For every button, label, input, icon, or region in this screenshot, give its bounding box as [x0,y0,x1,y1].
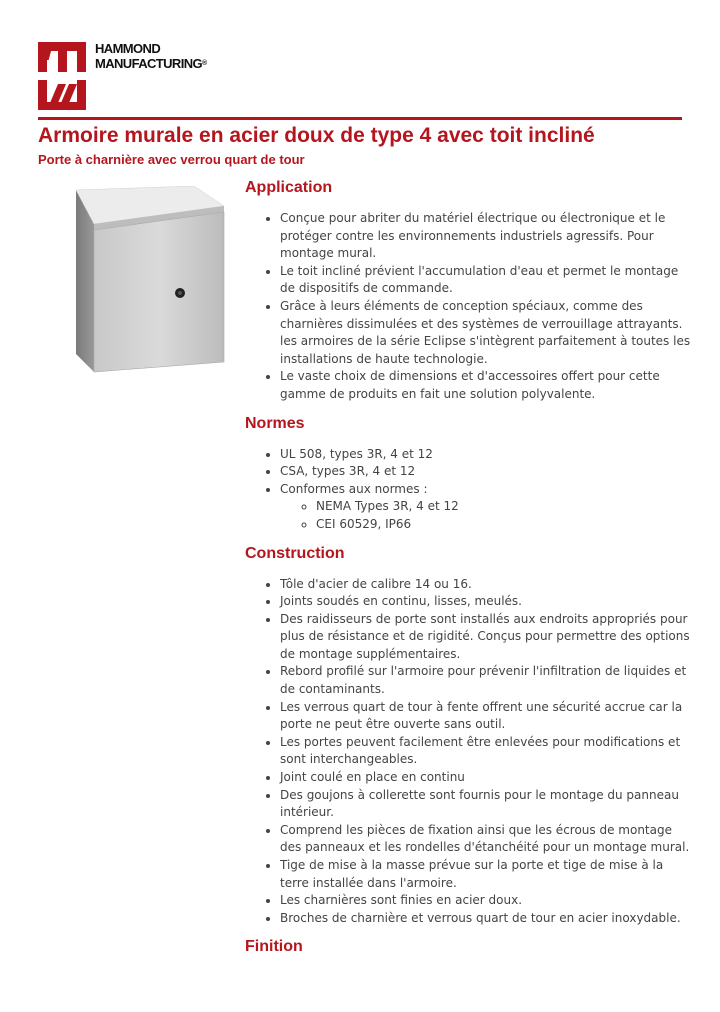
section-construction [245,544,695,928]
list-item: • Les portes peuvent facilement être enlevées pour modifications et sont interchangeables. [280,734,695,769]
heading-finition: Finition [245,938,303,956]
heading-application: Application [245,179,333,196]
main-content [245,178,695,969]
construction-list [245,576,695,928]
section-finition [245,937,695,957]
page-title: Armoire murale en acier doux de type 4 avec toit incliné [38,124,595,147]
hammond-logo-mark [38,40,88,112]
list-item: • CSA, types 3R, 4 et 12 [280,463,695,481]
brand-line-2: MANUFACTURING [95,56,203,71]
list-item: • Des goujons à collerette sont fournis pour le montage du panneau intérieur. [280,787,695,822]
product-image [66,186,226,376]
list-item: • Joint coulé en place en continu [280,769,695,787]
page-subtitle: Porte à charnière avec verrou quart de tour [38,152,305,167]
section-normes [245,414,695,534]
heading-construction: Construction [245,544,345,562]
sub-list-item: ◦ CEI 60529, IP66 [316,516,695,534]
list-item: • Tige de mise à la masse prévue sur la porte et tige de mise à la terre installée dans l'armoire. [280,857,695,892]
list-item: • Des raidisseurs de porte sont installés aux endroits appropriés pour plus de résistance et de rigidité. Conçus pour permettre des options de montage supplémentaires. [280,611,695,664]
list-item: • Broches de charnière et verrous quart de tour en acier inoxydable. [280,910,695,928]
list-item: • Comprend les pièces de fixation ainsi que les écrous de montage des panneaux et les rondelles d'étanchéité pour un montage mural. [280,822,695,857]
registered-mark: ® [202,60,207,67]
heading-normes: Normes [245,414,305,432]
list-item: • UL 508, types 3R, 4 et 12 [280,446,695,464]
title-rule [38,117,682,120]
list-item [280,481,695,534]
normes-list [245,446,695,534]
hammond-logo [38,40,228,112]
application-list [245,210,695,404]
list-item: • Joints soudés en continu, lisses, meulés. [280,593,695,611]
list-item: • Tôle d'acier de calibre 14 ou 16. [280,576,695,594]
list-item: • Grâce à leurs éléments de conception spéciaux, comme des charnières dissimulées et des systèmes de verrouillage attrayants. les armoires de la série Eclipse s'intègrent parfaitement à toutes les installations de haute technologie. [280,298,695,368]
list-item-text: Conformes aux normes : [280,481,428,496]
list-item: • Rebord profilé sur l'armoire pour prévenir l'infiltration de liquides et de contaminants. [280,663,695,698]
section-application [245,178,695,404]
list-item: • Le toit incliné prévient l'accumulation d'eau et permet le montage de dispositifs de commande. [280,263,695,298]
sub-list-item: ◦ NEMA Types 3R, 4 et 12 [316,498,695,516]
brand-name [95,41,207,71]
brand-line-1: HAMMOND [95,41,161,56]
list-item: • Conçue pour abriter du matériel électrique ou électronique et le protéger contre les environnements industriels agressifs. Pour montage mural. [280,210,695,263]
normes-sublist [280,498,695,533]
enclosure-illustration [66,186,226,376]
list-item: • Le vaste choix de dimensions et d'accessoires offert pour cette gamme de produits en fait une solution polyvalente. [280,368,695,403]
list-item: • Les verrous quart de tour à fente offrent une sécurité accrue car la porte ne peut être ouverte sans outil. [280,699,695,734]
list-item: • Les charnières sont finies en acier doux. [280,892,695,910]
